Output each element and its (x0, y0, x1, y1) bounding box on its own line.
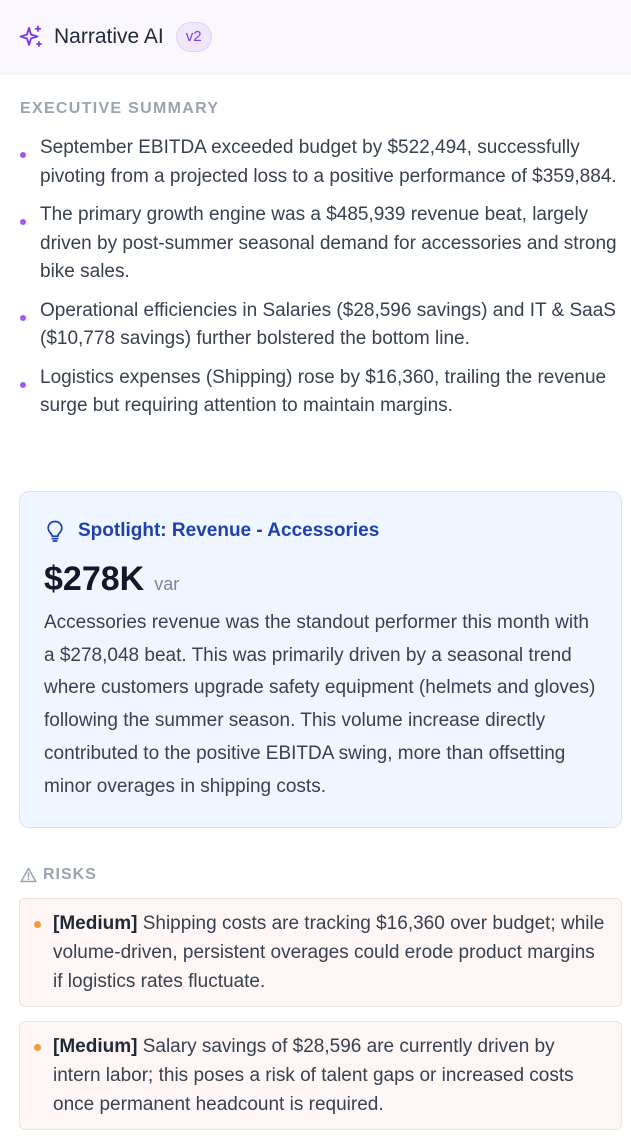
lightbulb-icon (44, 519, 66, 543)
risk-description: Shipping costs are tracking $16,360 over budget; while volume-driven, persistent overages could erode product margins if logistics rates fluctuate. (53, 913, 605, 992)
spotlight-body: Accessories revenue was the standout performer this month with a $278,048 beat. This was primarily driven by a seasonal trend where customers upgrade safety equipment (helmets and gloves) following the summer season. This volume increase directly contributed to the positive EBITDA swing, more than offsetting minor overages in shipping costs. (44, 612, 596, 797)
risks-heading-label: RISKS (43, 866, 97, 883)
risk-severity: [Medium] (53, 913, 138, 934)
spotlight-metric-value: $278K (44, 560, 145, 598)
bullet-dot (20, 152, 26, 158)
summary-item-text: September EBITDA exceeded budget by $522,494, successfully pivoting from a projected loss to a positive performance of $359,884. (40, 137, 617, 187)
app-title: Narrative AI (54, 24, 164, 48)
summary-item-text: Operational efficiencies in Salaries ($28,596 savings) and IT & SaaS ($10,778 savings) further bolstered the bottom line. (40, 299, 616, 349)
executive-summary-list (18, 134, 622, 431)
spotlight-header (44, 516, 597, 546)
summary-item-text: Logistics expenses (Shipping) rose by $16,360, trailing the revenue surge but requiring attention to maintain margins. (40, 366, 607, 416)
spotlight-card (19, 491, 622, 828)
warning-icon (20, 867, 37, 883)
bullet-dot (20, 219, 26, 225)
app-header (0, 0, 631, 74)
risk-item-text (53, 1032, 607, 1119)
version-badge: v2 (176, 22, 212, 52)
executive-summary-heading: EXECUTIVE SUMMARY (20, 100, 220, 117)
summary-item (18, 364, 622, 421)
spotlight-metric (44, 560, 597, 599)
risk-item (19, 898, 622, 1007)
risk-item-text (53, 909, 607, 996)
bullet-dot (20, 382, 26, 388)
risk-item (19, 1021, 622, 1130)
bullet-dot (20, 315, 26, 321)
summary-item (18, 134, 622, 191)
risk-severity: [Medium] (53, 1036, 138, 1057)
spotlight-metric-unit: var (154, 574, 180, 594)
summary-item (18, 297, 622, 354)
spotlight-title: Spotlight: Revenue - Accessories (78, 520, 380, 541)
summary-item (18, 201, 622, 287)
sparkles-icon (18, 24, 44, 50)
risk-description: Salary savings of $28,596 are currently driven by intern labor; this poses a risk of talent gaps or increased costs once permanent headcount is required. (53, 1036, 574, 1115)
risk-bullet-dot (34, 921, 41, 928)
risk-bullet-dot (34, 1044, 41, 1051)
risks-heading (20, 866, 97, 884)
summary-item-text: The primary growth engine was a $485,939 revenue beat, largely driven by post-summer seasonal demand for accessories and strong bike sales. (40, 204, 617, 282)
